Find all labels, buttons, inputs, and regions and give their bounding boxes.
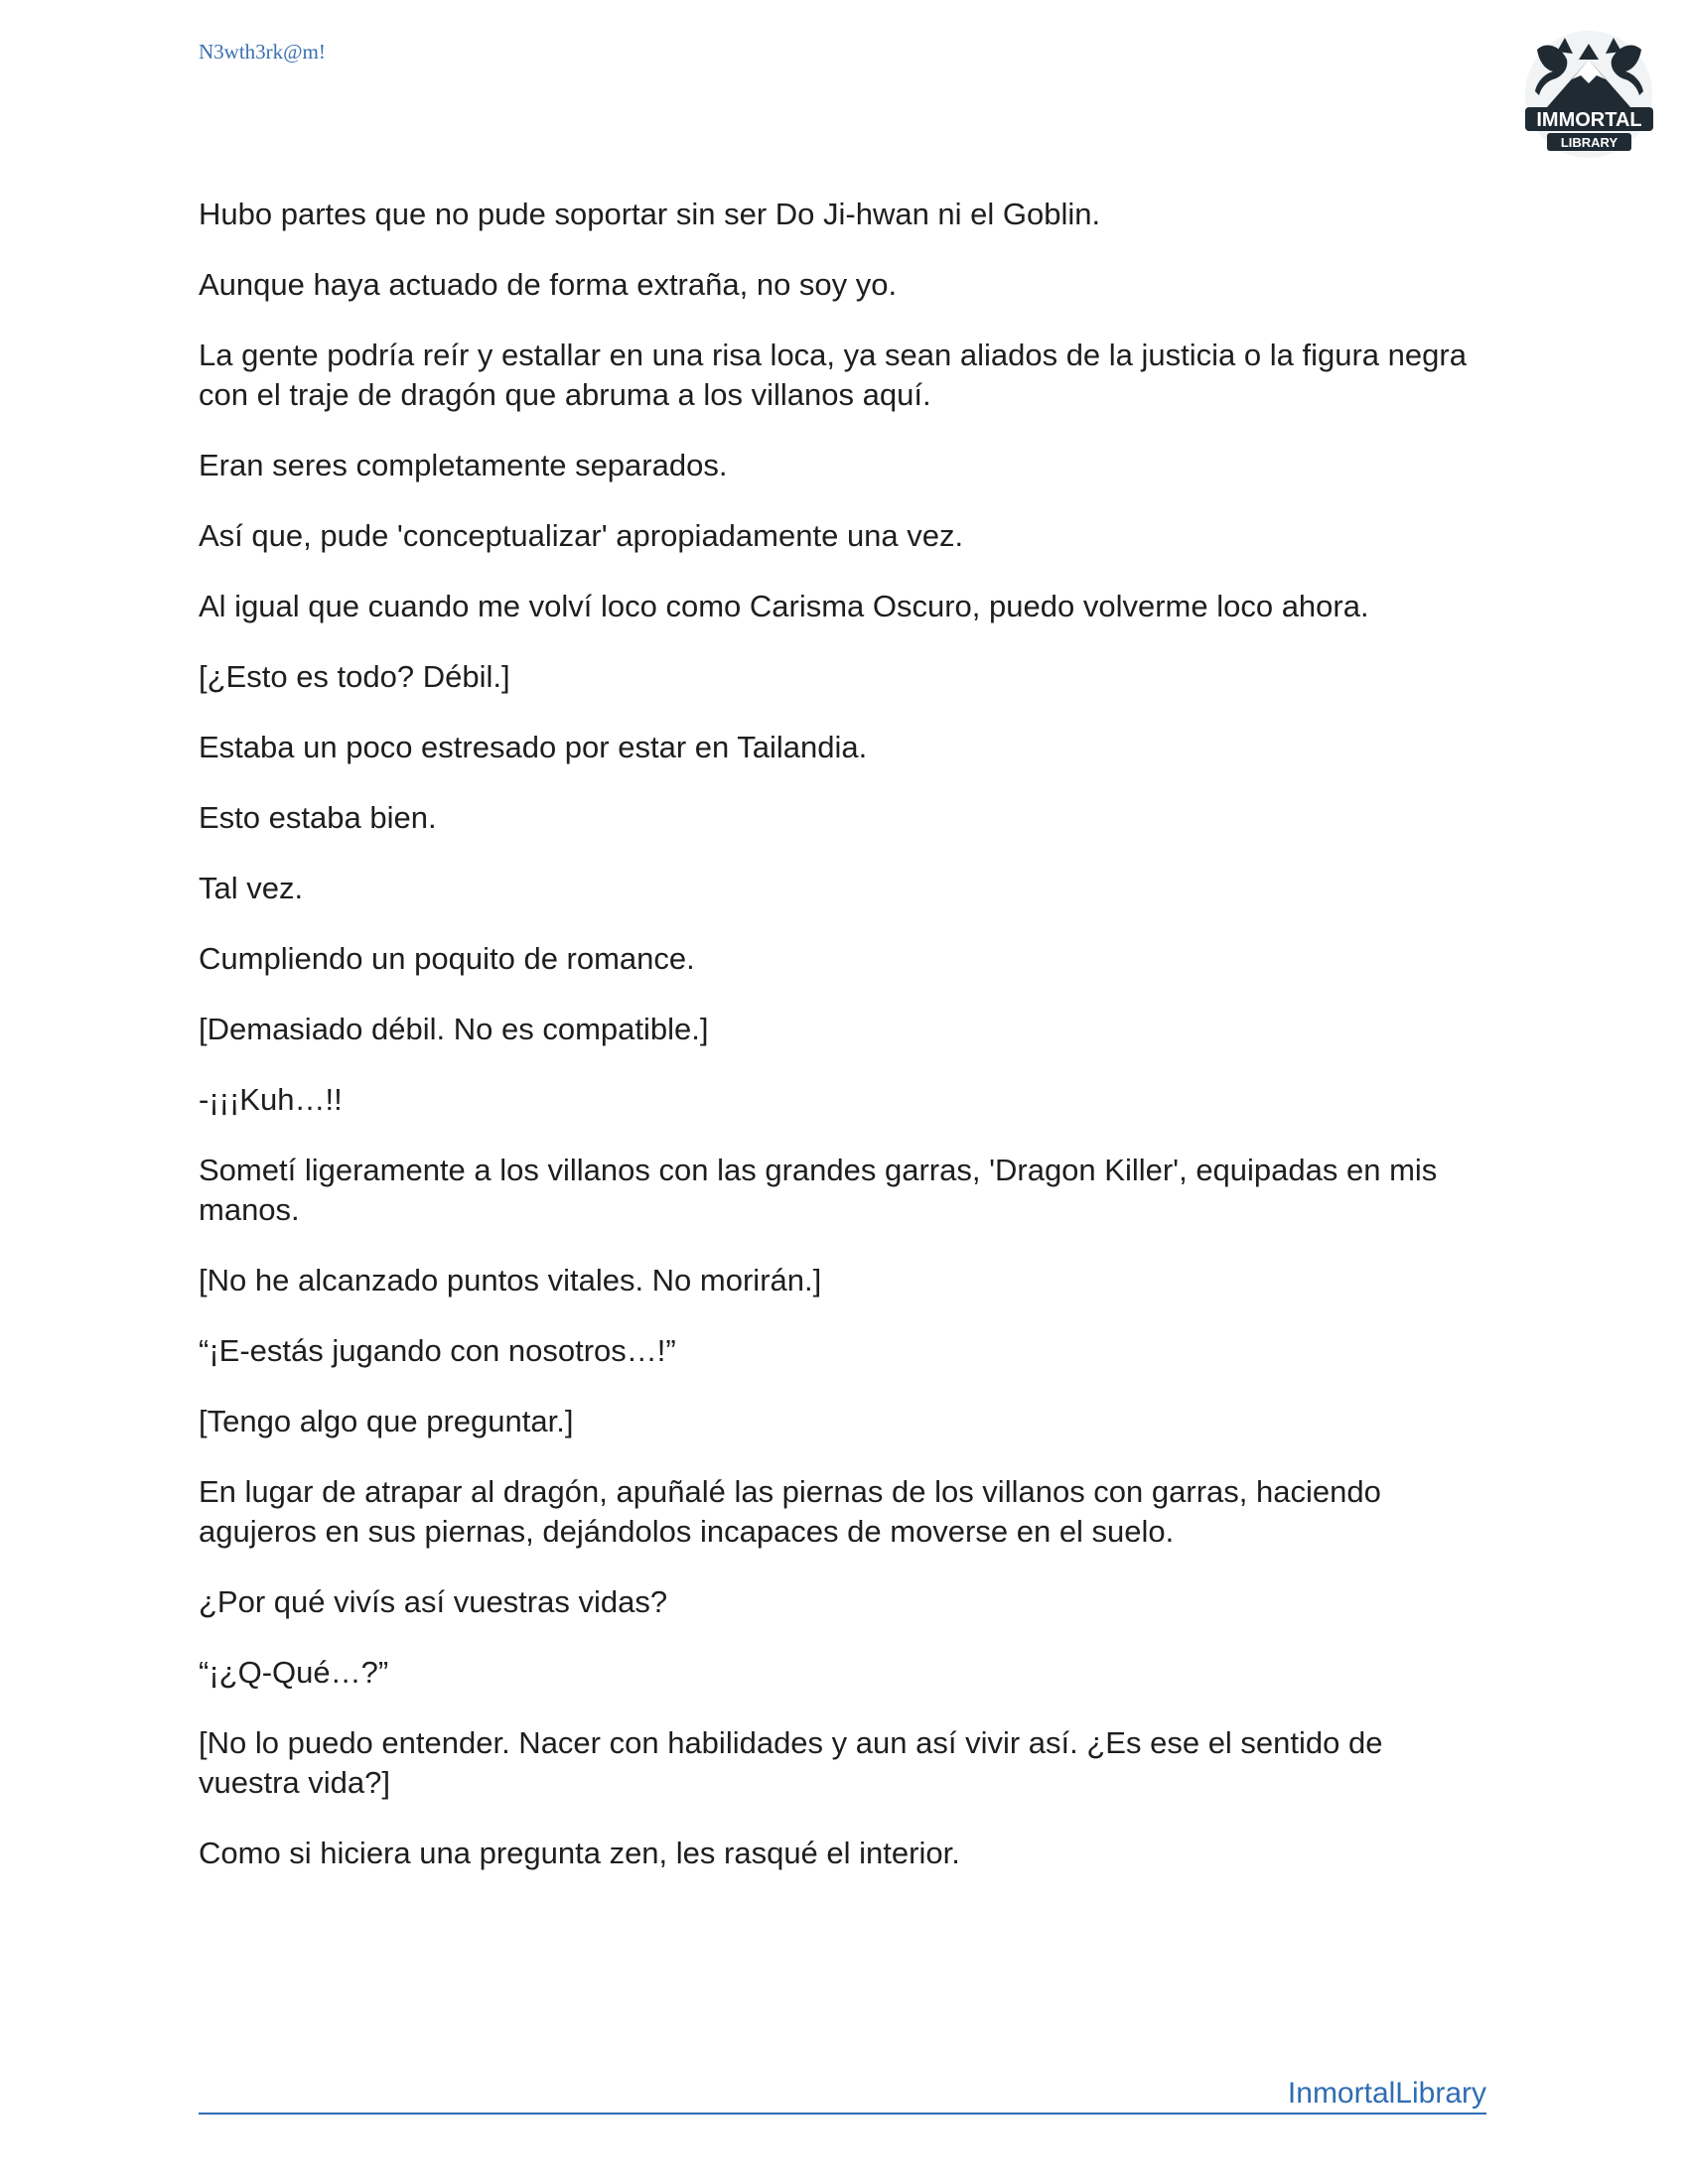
- page-footer: [199, 2069, 1486, 2115]
- paragraph: Aunque haya actuado de forma extraña, no soy yo.: [199, 267, 898, 302]
- paragraph: -¡¡¡Kuh…!!: [199, 1082, 343, 1117]
- paragraph: [¿Esto es todo? Débil.]: [199, 659, 510, 694]
- paragraph: Al igual que cuando me volví loco como Carisma Oscuro, puedo volverme loco ahora.: [199, 589, 1369, 623]
- immortal-library-logo: [1517, 30, 1661, 164]
- paragraph: [Demasiado débil. No es compatible.]: [199, 1012, 709, 1046]
- paragraph: “¡¿Q-Qué…?”: [199, 1655, 389, 1690]
- paragraph: Sometí ligeramente a los villanos con las grandes garras, 'Dragon Killer', equipadas en mis manos.: [199, 1153, 1438, 1227]
- paragraph: “¡E-estás jugando con nosotros…!”: [199, 1333, 676, 1368]
- paragraph: [Tengo algo que preguntar.]: [199, 1404, 574, 1438]
- paragraph: [No he alcanzado puntos vitales. No morirán.]: [199, 1263, 822, 1297]
- header-watermark: N3wth3rk@m!: [199, 40, 326, 64]
- paragraph: Cumpliendo un poquito de romance.: [199, 941, 695, 976]
- paragraph: Estaba un poco estresado por estar en Tailandia.: [199, 730, 868, 764]
- paragraph: ¿Por qué vivís así vuestras vidas?: [199, 1584, 668, 1619]
- paragraph: Eran seres completamente separados.: [199, 448, 728, 482]
- footer-library-link[interactable]: InmortalLibrary: [1287, 2077, 1486, 2110]
- document-body: [199, 195, 1489, 1904]
- paragraph: [No lo puedo entender. Nacer con habilidades y aun así vivir así. ¿Es ese el sentido de vuestra vida?]: [199, 1725, 1383, 1800]
- paragraph: Tal vez.: [199, 871, 304, 905]
- paragraph: Así que, pude 'conceptualizar' apropiadamente una vez.: [199, 518, 964, 553]
- logo-text-immortal: IMMORTAL: [1536, 109, 1642, 131]
- logo-text-library: LIBRARY: [1560, 135, 1618, 150]
- paragraph: En lugar de atrapar al dragón, apuñalé las piernas de los villanos con garras, haciendo agujeros en sus piernas, dejándolos incapaces de moverse en el suelo.: [199, 1474, 1381, 1549]
- paragraph: Como si hiciera una pregunta zen, les rasqué el interior.: [199, 1836, 960, 1870]
- paragraph: Esto estaba bien.: [199, 800, 437, 835]
- paragraph: La gente podría reír y estallar en una risa loca, ya sean aliados de la justicia o la figura negra con el traje de dragón que abruma a los villanos aquí.: [199, 338, 1467, 412]
- paragraph: Hubo partes que no pude soportar sin ser Do Ji-hwan ni el Goblin.: [199, 197, 1101, 231]
